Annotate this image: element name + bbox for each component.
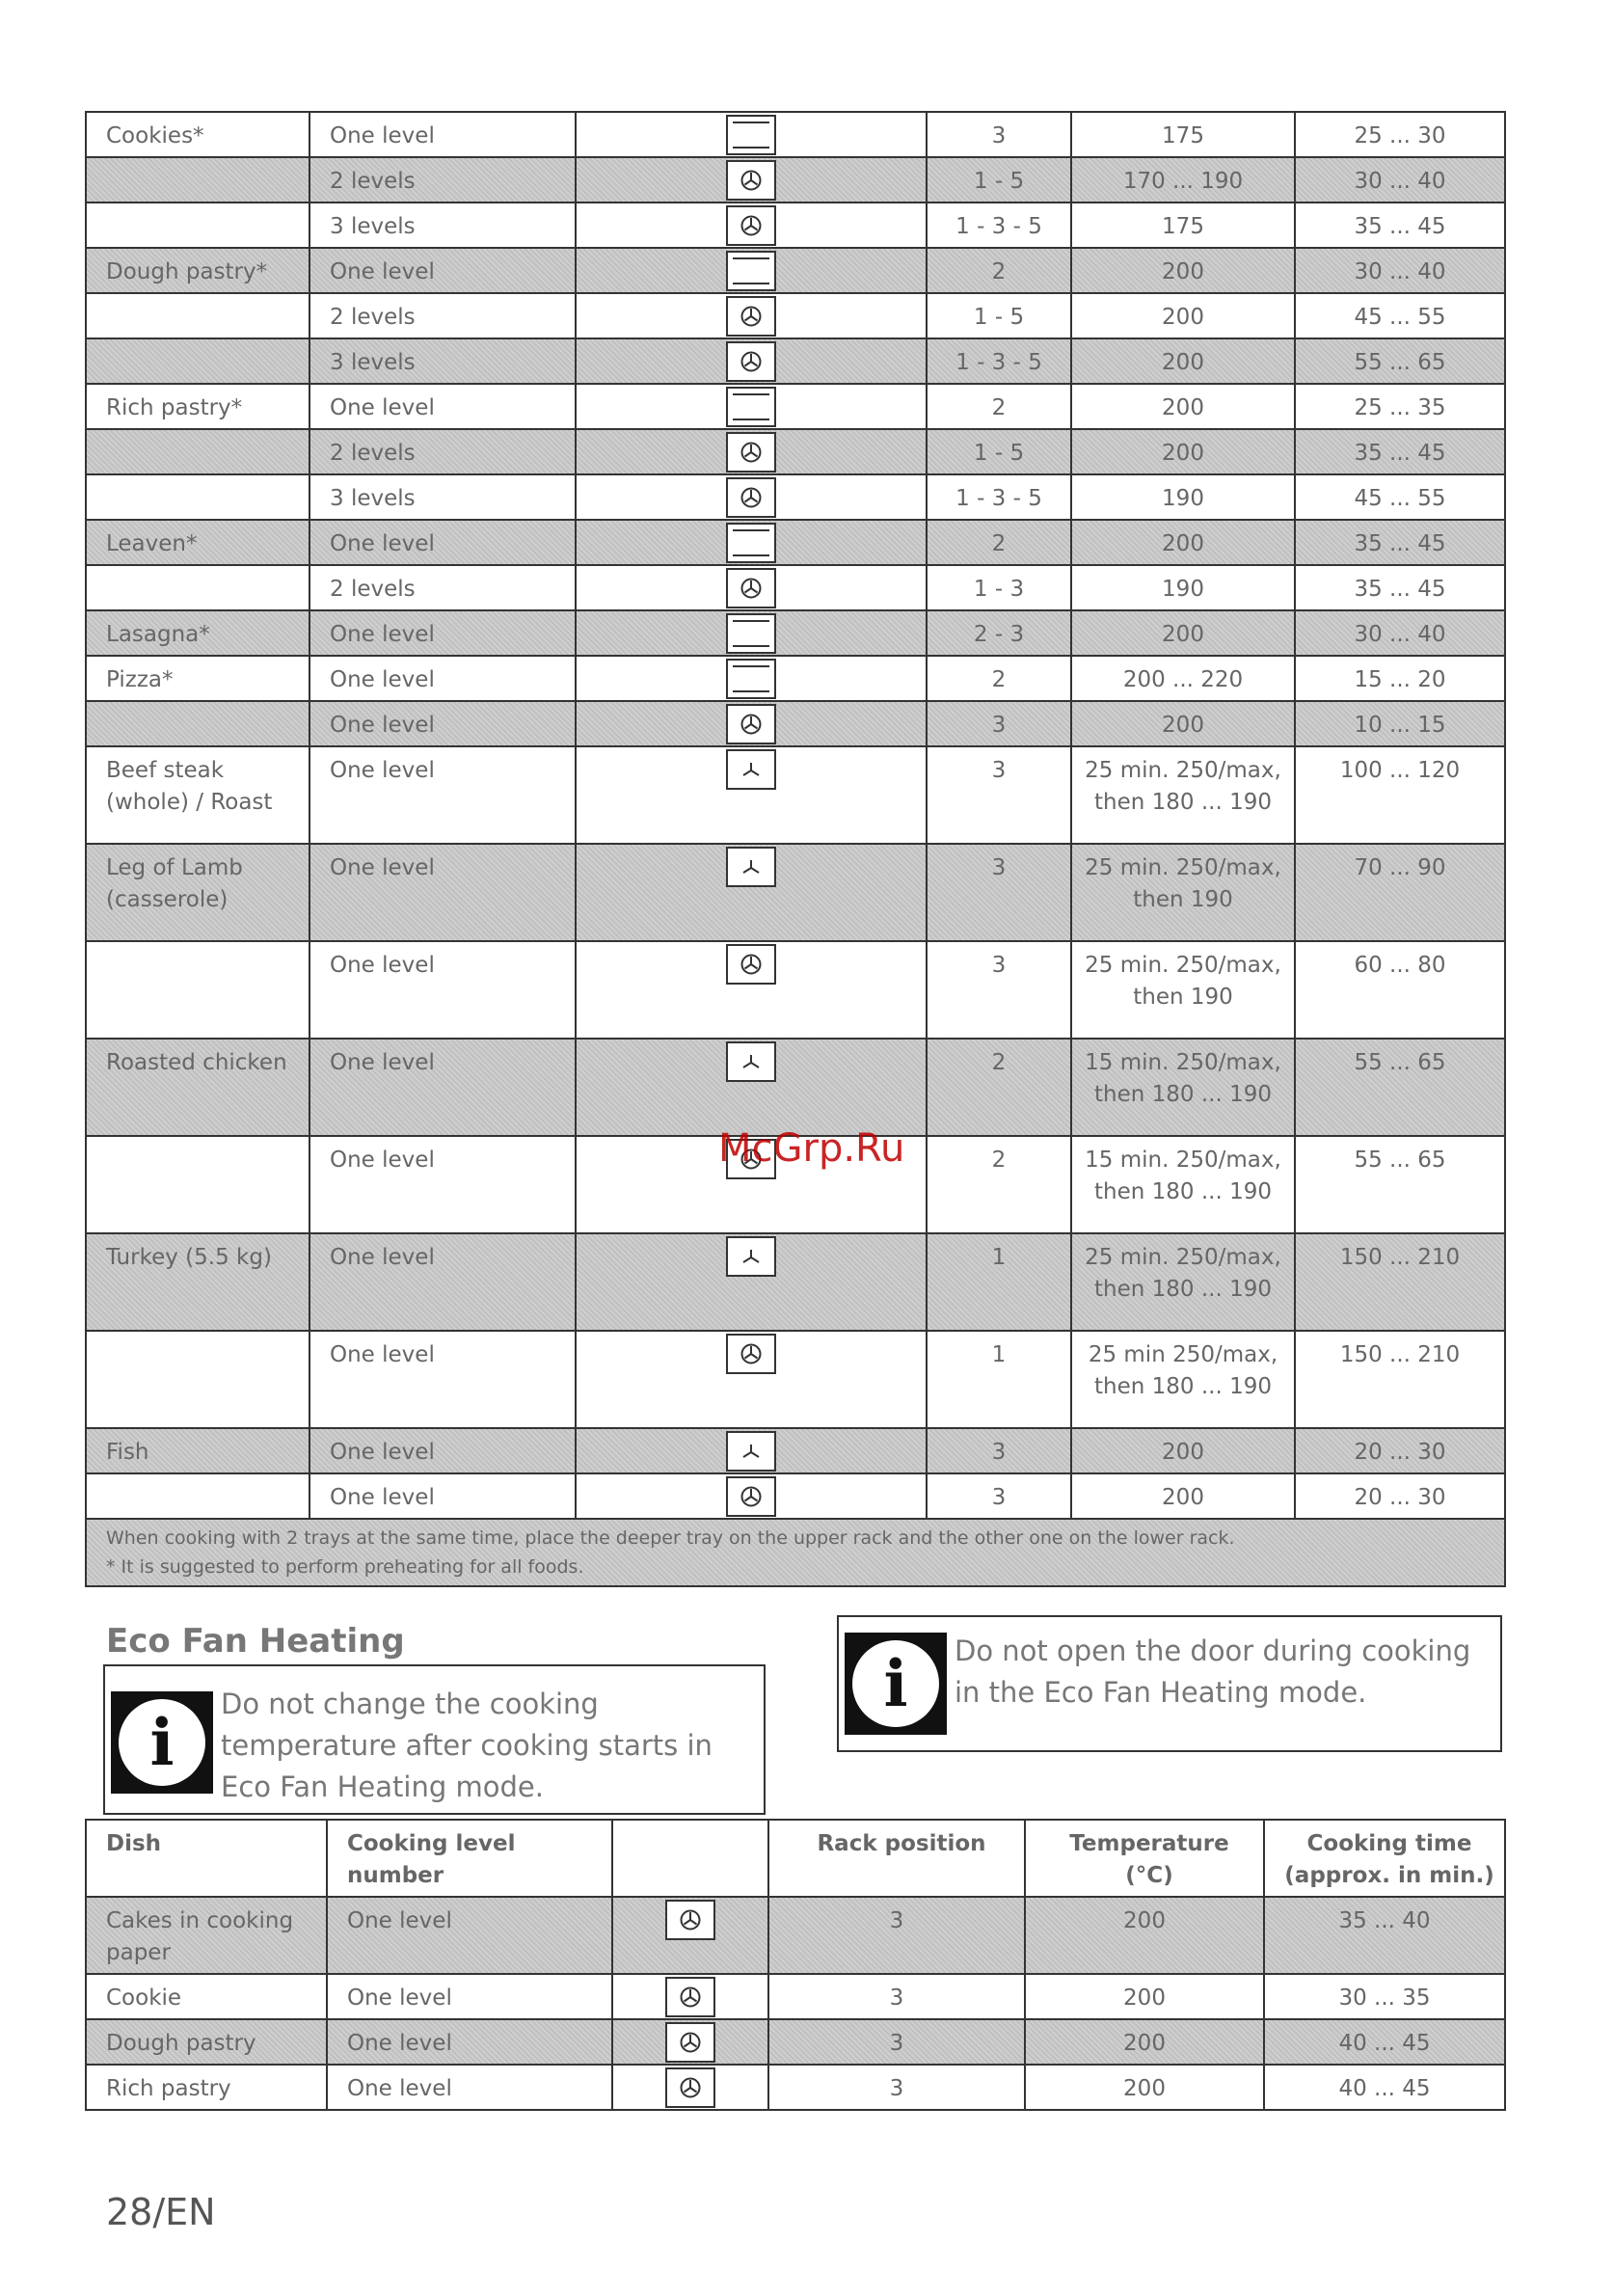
table-row (86, 2019, 1505, 2065)
heating-mode-cell (612, 2019, 768, 2065)
rack-position-cell: 3 (927, 746, 1071, 844)
dish-cell: Rich pastry (86, 2065, 327, 2110)
temperature-cell: 190 (1071, 474, 1295, 520)
cooking-level-cell: One level (309, 248, 576, 293)
dish-cell: Turkey (5.5 kg) (86, 1233, 309, 1331)
cooking-level-cell: One level (309, 1331, 576, 1428)
temperature-cell: 200 (1071, 701, 1295, 746)
table-row (86, 1331, 1505, 1428)
table-row (86, 656, 1505, 701)
cooking-level-cell: One level (327, 2019, 612, 2065)
heating-mode-cell (576, 338, 927, 384)
note-line-trays: When cooking with 2 trays at the same time, place the deeper tray on the upper rack and the other one on the lower rack. (106, 1527, 1235, 1549)
fan-heating-icon (726, 944, 776, 985)
table-row (86, 112, 1505, 157)
rack-position-cell: 1 - 3 - 5 (927, 474, 1071, 520)
cooking-level-cell: 2 levels (309, 157, 576, 203)
rack-position-cell: 3 (927, 1473, 1071, 1519)
table-row (86, 746, 1505, 844)
info-text-door: Do not open the door during cooking in the Eco Fan Heating mode. (955, 1634, 1471, 1709)
cooking-time-cell: 100 ... 120 (1295, 746, 1505, 844)
dish-cell: Beef steak (whole) / Roast (86, 746, 309, 844)
cooking-time-cell: 30 ... 40 (1295, 610, 1505, 656)
info-icon: i (845, 1633, 947, 1735)
dish-cell (86, 203, 309, 248)
top-bottom-heating-icon (726, 115, 776, 155)
rack-position-cell: 1 - 5 (927, 293, 1071, 338)
fan-heating-icon (726, 568, 776, 608)
temperature-cell: 175 (1071, 203, 1295, 248)
cooking-time-cell: 30 ... 40 (1295, 157, 1505, 203)
heating-mode-cell (576, 1473, 927, 1519)
rack-position-cell: 2 - 3 (927, 610, 1071, 656)
heating-mode-cell (576, 844, 927, 941)
heating-mode-cell (576, 293, 927, 338)
info-box-door (837, 1615, 1502, 1752)
cooking-level-cell: One level (309, 384, 576, 429)
table-row (86, 338, 1505, 384)
table-row (86, 565, 1505, 610)
dish-cell (86, 338, 309, 384)
cooking-time-cell: 40 ... 45 (1264, 2065, 1505, 2110)
fan-heating-icon (726, 1476, 776, 1517)
rack-position-cell: 2 (927, 384, 1071, 429)
heating-mode-cell (612, 1974, 768, 2019)
fan-heating-icon (665, 1977, 715, 2017)
cooking-time-cell: 45 ... 55 (1295, 474, 1505, 520)
temperature-cell: 175 (1071, 112, 1295, 157)
heating-mode-cell (576, 384, 927, 429)
temperature-cell: 200 (1071, 429, 1295, 474)
table-row (86, 1233, 1505, 1331)
table-row (86, 1897, 1505, 1974)
fan-heating-icon (726, 477, 776, 518)
dish-cell: Cakes in cooking paper (86, 1897, 327, 1974)
temperature-cell: 15 min. 250/max, then 180 ... 190 (1071, 1039, 1295, 1136)
table-row (86, 610, 1505, 656)
cooking-level-cell: One level (309, 1233, 576, 1331)
rack-position-cell: 2 (927, 1136, 1071, 1233)
cooking-level-cell: 3 levels (309, 338, 576, 384)
temperature-cell: 200 (1025, 1974, 1264, 2019)
cooking-level-cell: One level (309, 1428, 576, 1473)
temperature-cell: 200 (1071, 1473, 1295, 1519)
heating-mode-cell (576, 248, 927, 293)
dish-cell (86, 429, 309, 474)
dish-cell (86, 293, 309, 338)
info-icon: i (111, 1691, 213, 1794)
temperature-cell: 200 (1071, 338, 1295, 384)
cooking-time-cell: 30 ... 35 (1264, 1974, 1505, 2019)
table-row (86, 293, 1505, 338)
fan-heating-icon (726, 432, 776, 473)
heating-mode-cell (576, 746, 927, 844)
cooking-level-cell: One level (309, 1039, 576, 1136)
heating-mode-cell (576, 157, 927, 203)
dish-cell: Cookie (86, 1974, 327, 2019)
temperature-cell: 200 (1071, 520, 1295, 565)
table-row (86, 844, 1505, 941)
header-level: Cooking level number (327, 1820, 612, 1897)
cooking-time-cell: 40 ... 45 (1264, 2019, 1505, 2065)
temperature-cell: 190 (1071, 565, 1295, 610)
top-bottom-heating-icon (726, 387, 776, 427)
table-row (86, 384, 1505, 429)
fan-grill-icon (726, 749, 776, 790)
dish-cell (86, 1473, 309, 1519)
rack-position-cell: 3 (927, 1428, 1071, 1473)
fan-grill-icon (726, 1431, 776, 1472)
dish-cell: Rich pastry* (86, 384, 309, 429)
rack-position-cell: 2 (927, 520, 1071, 565)
heating-mode-cell (576, 112, 927, 157)
section-title: Eco Fan Heating (106, 1622, 405, 1661)
temperature-cell: 25 min. 250/max, then 180 ... 190 (1071, 1233, 1295, 1331)
rack-position-cell: 1 - 5 (927, 157, 1071, 203)
rack-position-cell: 1 - 3 - 5 (927, 203, 1071, 248)
cooking-level-cell: One level (327, 1897, 612, 1974)
cooking-time-cell: 150 ... 210 (1295, 1233, 1505, 1331)
cooking-level-cell: One level (309, 112, 576, 157)
table-row (86, 1974, 1505, 2019)
heating-mode-cell (576, 701, 927, 746)
cooking-time-cell: 20 ... 30 (1295, 1428, 1505, 1473)
temperature-cell: 200 ... 220 (1071, 656, 1295, 701)
fan-heating-icon (665, 2067, 715, 2108)
cooking-time-cell: 35 ... 40 (1264, 1897, 1505, 1974)
dish-cell (86, 1331, 309, 1428)
cooking-level-cell: 2 levels (309, 429, 576, 474)
cooking-level-cell: One level (309, 656, 576, 701)
info-box-temperature (103, 1664, 766, 1815)
cooking-level-cell: One level (309, 746, 576, 844)
heating-mode-cell (576, 1233, 927, 1331)
cooking-time-cell: 35 ... 45 (1295, 203, 1505, 248)
cooking-level-cell: One level (327, 1974, 612, 2019)
temperature-cell: 25 min. 250/max, then 190 (1071, 941, 1295, 1039)
cooking-level-cell: One level (309, 941, 576, 1039)
rack-position-cell: 2 (927, 248, 1071, 293)
cooking-level-cell: One level (309, 844, 576, 941)
temperature-cell: 200 (1071, 293, 1295, 338)
heating-mode-cell (576, 1331, 927, 1428)
table-row (86, 1428, 1505, 1473)
table-row (86, 429, 1505, 474)
header-rack: Rack position (768, 1820, 1025, 1897)
temperature-cell: 200 (1071, 610, 1295, 656)
cooking-time-cell: 35 ... 45 (1295, 520, 1505, 565)
cooking-time-cell: 25 ... 30 (1295, 112, 1505, 157)
heating-mode-cell (576, 610, 927, 656)
table-row (86, 474, 1505, 520)
table-row (86, 701, 1505, 746)
heating-mode-cell (576, 429, 927, 474)
fan-grill-icon (726, 847, 776, 887)
cooking-level-cell: One level (327, 2065, 612, 2110)
table-row (86, 2065, 1505, 2110)
dish-cell (86, 1136, 309, 1233)
dish-cell: Leaven* (86, 520, 309, 565)
table-header-row (86, 1820, 1505, 1897)
fan-grill-icon (726, 1236, 776, 1277)
temperature-cell: 25 min. 250/max, then 190 (1071, 844, 1295, 941)
temperature-cell: 25 min 250/max, then 180 ... 190 (1071, 1331, 1295, 1428)
table-row (86, 941, 1505, 1039)
fan-heating-icon (726, 160, 776, 201)
dish-cell: Lasagna* (86, 610, 309, 656)
note-line-preheating: * It is suggested to perform preheating for all foods. (106, 1556, 584, 1578)
page-number: 28/EN (106, 2191, 216, 2233)
fan-heating-icon (665, 2022, 715, 2063)
rack-position-cell: 3 (768, 1974, 1025, 2019)
heating-mode-cell (576, 941, 927, 1039)
heating-mode-cell (576, 1039, 927, 1136)
fan-grill-icon (726, 1041, 776, 1082)
cooking-level-cell: One level (309, 1136, 576, 1233)
temperature-cell: 200 (1025, 1897, 1264, 1974)
rack-position-cell: 3 (768, 2065, 1025, 2110)
table-note-row (86, 1519, 1505, 1586)
rack-position-cell: 3 (927, 941, 1071, 1039)
table-row (86, 1039, 1505, 1136)
cooking-time-cell: 10 ... 15 (1295, 701, 1505, 746)
table-note (86, 1519, 1505, 1586)
table-row (86, 248, 1505, 293)
rack-position-cell: 1 - 3 (927, 565, 1071, 610)
cooking-time-cell: 30 ... 40 (1295, 248, 1505, 293)
header-temperature: Temperature (°C) (1025, 1820, 1264, 1897)
cooking-level-cell: One level (309, 1473, 576, 1519)
cooking-time-cell: 20 ... 30 (1295, 1473, 1505, 1519)
rack-position-cell: 1 (927, 1233, 1071, 1331)
heating-mode-cell (576, 1428, 927, 1473)
fan-heating-icon (726, 205, 776, 246)
table-row (86, 520, 1505, 565)
dish-cell: Roasted chicken (86, 1039, 309, 1136)
header-icon (612, 1820, 768, 1897)
rack-position-cell: 3 (927, 701, 1071, 746)
cooking-level-cell: 2 levels (309, 565, 576, 610)
table-row (86, 157, 1505, 203)
temperature-cell: 200 (1071, 384, 1295, 429)
cooking-time-cell: 55 ... 65 (1295, 1039, 1505, 1136)
cooking-time-cell: 70 ... 90 (1295, 844, 1505, 941)
dish-cell: Fish (86, 1428, 309, 1473)
top-bottom-heating-icon (726, 523, 776, 563)
heating-mode-cell (612, 1897, 768, 1974)
temperature-cell: 200 (1071, 1428, 1295, 1473)
rack-position-cell: 3 (927, 844, 1071, 941)
heating-mode-cell (576, 474, 927, 520)
cooking-time-cell: 60 ... 80 (1295, 941, 1505, 1039)
table-row (86, 1473, 1505, 1519)
heating-mode-cell (576, 520, 927, 565)
eco-fan-table (85, 1819, 1506, 2111)
temperature-cell: 25 min. 250/max, then 180 ... 190 (1071, 746, 1295, 844)
cooking-level-cell: 2 levels (309, 293, 576, 338)
cooking-level-cell: One level (309, 520, 576, 565)
dish-cell: Pizza* (86, 656, 309, 701)
rack-position-cell: 3 (768, 1897, 1025, 1974)
dish-cell (86, 701, 309, 746)
dish-cell (86, 157, 309, 203)
cooking-level-cell: One level (309, 610, 576, 656)
watermark: McGrp.Ru (718, 1126, 905, 1171)
rack-position-cell: 1 - 3 - 5 (927, 338, 1071, 384)
temperature-cell: 170 ... 190 (1071, 157, 1295, 203)
top-bottom-heating-icon (726, 613, 776, 654)
fan-heating-icon (726, 341, 776, 382)
rack-position-cell: 1 - 5 (927, 429, 1071, 474)
cooking-table (85, 111, 1506, 1587)
temperature-cell: 200 (1071, 248, 1295, 293)
header-cooking-time: Cooking time (approx. in min.) (1264, 1820, 1505, 1897)
table-row (86, 203, 1505, 248)
cooking-level-cell: One level (309, 701, 576, 746)
cooking-time-cell: 55 ... 65 (1295, 338, 1505, 384)
dish-cell (86, 565, 309, 610)
heating-mode-cell (612, 2065, 768, 2110)
cooking-time-cell: 45 ... 55 (1295, 293, 1505, 338)
rack-position-cell: 3 (768, 2019, 1025, 2065)
fan-heating-icon (665, 1900, 715, 1940)
heating-mode-cell (576, 656, 927, 701)
heating-mode-cell (576, 565, 927, 610)
rack-position-cell: 3 (927, 112, 1071, 157)
dish-cell (86, 941, 309, 1039)
cooking-time-cell: 55 ... 65 (1295, 1136, 1505, 1233)
cooking-time-cell: 150 ... 210 (1295, 1331, 1505, 1428)
header-dish: Dish (86, 1820, 327, 1897)
dish-cell: Leg of Lamb (casserole) (86, 844, 309, 941)
top-bottom-heating-icon (726, 659, 776, 699)
rack-position-cell: 2 (927, 656, 1071, 701)
temperature-cell: 200 (1025, 2019, 1264, 2065)
fan-heating-icon (726, 1334, 776, 1374)
heating-mode-cell (576, 203, 927, 248)
top-bottom-heating-icon (726, 251, 776, 291)
rack-position-cell: 2 (927, 1039, 1071, 1136)
dish-cell: Cookies* (86, 112, 309, 157)
dish-cell (86, 474, 309, 520)
cooking-time-cell: 35 ... 45 (1295, 565, 1505, 610)
rack-position-cell: 1 (927, 1331, 1071, 1428)
fan-heating-icon (726, 704, 776, 744)
fan-heating-icon (726, 296, 776, 337)
cooking-time-cell: 35 ... 45 (1295, 429, 1505, 474)
temperature-cell: 15 min. 250/max, then 180 ... 190 (1071, 1136, 1295, 1233)
cooking-level-cell: 3 levels (309, 474, 576, 520)
info-text-temperature: Do not change the cooking temperature after cooking starts in Eco Fan Heating mode. (221, 1688, 713, 1803)
cooking-time-cell: 15 ... 20 (1295, 656, 1505, 701)
dish-cell: Dough pastry* (86, 248, 309, 293)
dish-cell: Dough pastry (86, 2019, 327, 2065)
cooking-time-cell: 25 ... 35 (1295, 384, 1505, 429)
cooking-level-cell: 3 levels (309, 203, 576, 248)
temperature-cell: 200 (1025, 2065, 1264, 2110)
